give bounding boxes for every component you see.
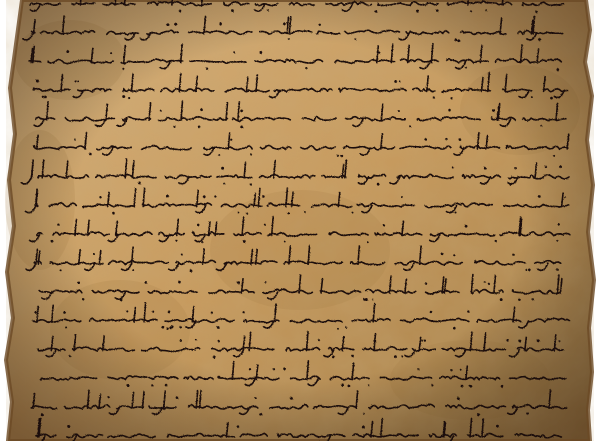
ink-dot — [421, 340, 423, 342]
ink-dot — [237, 425, 240, 428]
ink-dot — [175, 240, 177, 242]
ink-dot — [273, 368, 275, 370]
ink-dot — [488, 283, 490, 285]
ink-dot — [66, 50, 69, 53]
ink-dot — [394, 355, 397, 358]
ink-dot — [465, 225, 468, 228]
ink-dot — [77, 80, 79, 82]
ink-dot — [525, 269, 527, 271]
ink-dot — [545, 166, 547, 168]
ink-dot — [190, 269, 193, 272]
ink-dot — [564, 196, 566, 198]
ink-dot — [93, 253, 95, 255]
ink-dot — [363, 413, 365, 415]
ink-dot — [550, 97, 553, 100]
ink-dot — [112, 212, 115, 215]
ink-dot — [433, 96, 435, 98]
ink-dot — [430, 311, 432, 313]
ink-dot — [383, 224, 385, 226]
ink-dot — [120, 299, 123, 302]
ink-dot — [198, 126, 201, 129]
ink-dot — [465, 67, 467, 69]
ink-dot — [526, 412, 529, 415]
ink-dot — [431, 384, 433, 386]
ink-dot — [401, 356, 403, 358]
ink-dot — [556, 268, 558, 270]
ink-dot — [264, 224, 266, 226]
ink-dot — [240, 109, 243, 112]
ink-dot — [398, 110, 400, 112]
ink-dot — [201, 241, 203, 243]
ink-dot — [538, 38, 541, 41]
ink-dot — [417, 368, 419, 370]
ink-dot — [470, 10, 472, 12]
ink-dot — [265, 281, 267, 283]
ink-dot — [57, 224, 59, 226]
ink-dot — [518, 340, 521, 343]
ink-dot — [122, 68, 124, 70]
ink-dot — [351, 355, 354, 358]
ink-dot — [559, 166, 562, 169]
ink-dot — [425, 282, 427, 284]
ink-dot — [128, 97, 130, 99]
ink-dot — [424, 340, 426, 342]
ink-dot — [218, 340, 220, 342]
ink-dot — [171, 325, 174, 328]
ink-dot — [375, 10, 378, 13]
ink-dot — [450, 369, 452, 371]
ink-dot — [461, 385, 464, 388]
paper-vignette — [6, 0, 594, 441]
ink-dot — [200, 108, 203, 111]
ink-dot — [416, 10, 419, 13]
ink-dot — [332, 356, 335, 359]
ink-dot — [110, 52, 112, 54]
ink-dot — [197, 224, 200, 227]
ink-dot — [97, 125, 99, 127]
ink-dot — [441, 253, 444, 256]
ink-dot — [500, 298, 503, 301]
ink-dot — [218, 154, 220, 156]
ink-dot — [122, 95, 125, 98]
ink-dot — [213, 356, 216, 359]
ink-dot — [469, 385, 471, 387]
ink-dot — [496, 425, 499, 428]
ink-dot — [151, 384, 153, 386]
ink-dot — [558, 223, 560, 225]
ink-dot — [179, 326, 181, 328]
ink-dot — [223, 183, 225, 185]
ink-dot — [75, 80, 77, 82]
ink-dot — [318, 339, 320, 341]
ink-dot — [341, 384, 344, 387]
ink-dot — [217, 326, 220, 329]
ink-dot — [288, 38, 290, 40]
ink-dot — [231, 9, 234, 12]
ink-dot — [240, 126, 243, 129]
ink-dot — [166, 195, 169, 198]
ink-dot — [166, 23, 169, 26]
ink-dot — [558, 340, 560, 342]
ink-dot — [249, 368, 251, 370]
ink-dot — [495, 240, 497, 242]
ink-dot — [162, 326, 165, 329]
ink-dot — [448, 109, 451, 112]
ink-dot — [63, 311, 66, 314]
ink-dot — [506, 339, 509, 342]
ink-dot — [250, 183, 252, 185]
ink-dot — [219, 23, 221, 25]
ink-dot — [445, 138, 447, 140]
ink-dot — [178, 281, 181, 284]
ink-dot — [492, 109, 495, 112]
ink-dot — [340, 155, 343, 158]
ink-dot — [436, 9, 439, 12]
ink-dot — [453, 254, 455, 256]
ink-dot — [267, 9, 269, 11]
ink-dot — [138, 181, 141, 184]
ink-dot — [362, 426, 365, 429]
ink-dot — [41, 413, 44, 416]
ink-dot — [454, 211, 456, 213]
ink-dot — [67, 425, 70, 428]
ink-dot — [69, 355, 71, 357]
ink-dot — [460, 369, 462, 371]
ink-dot — [537, 339, 540, 342]
ink-dot — [243, 240, 246, 243]
ink-dot — [368, 384, 370, 386]
ink-dot — [180, 340, 182, 342]
ink-dot — [450, 97, 452, 99]
ink-dot — [484, 167, 487, 170]
ink-dot — [509, 183, 512, 186]
ink-dot — [51, 240, 54, 243]
ink-dot — [557, 240, 559, 242]
ink-dot — [531, 96, 533, 98]
ink-dot — [501, 385, 504, 388]
ink-dot — [203, 195, 206, 198]
ink-dot — [206, 67, 208, 69]
ink-dot — [345, 326, 347, 328]
ink-dot — [283, 23, 286, 26]
ink-dot — [372, 299, 374, 301]
ink-dot — [44, 96, 47, 99]
ink-dot — [467, 310, 469, 312]
ink-dot — [373, 340, 376, 343]
ink-dot — [528, 269, 531, 272]
ink-dot — [290, 397, 293, 400]
ink-dot — [394, 80, 397, 83]
ink-dot — [512, 254, 514, 256]
ink-dot — [457, 397, 460, 400]
ink-dot — [237, 212, 239, 214]
ink-dot — [337, 155, 339, 157]
ink-dot — [485, 9, 487, 11]
ink-dot — [354, 38, 356, 40]
ink-dot — [367, 241, 369, 243]
ink-dot — [77, 281, 80, 284]
ink-dot — [42, 96, 44, 98]
ink-dot — [553, 155, 555, 157]
ink-dot — [319, 24, 321, 26]
ink-dot — [457, 39, 460, 42]
ink-dot — [304, 211, 306, 213]
ink-dot — [99, 196, 101, 198]
ink-dot — [259, 413, 262, 416]
ink-dot — [365, 298, 368, 301]
ink-dot — [108, 396, 110, 398]
ink-dot — [452, 166, 454, 168]
ink-dot — [262, 195, 265, 198]
ink-dot — [233, 51, 235, 53]
ink-dot — [540, 125, 542, 127]
ink-dot — [518, 298, 521, 301]
ink-dot — [126, 310, 128, 312]
ink-dot — [337, 328, 339, 330]
ink-dot — [286, 22, 288, 24]
ink-dot — [82, 298, 84, 300]
ink-dot — [160, 110, 162, 112]
ink-dot — [145, 281, 148, 284]
ink-dot — [242, 311, 244, 313]
ink-dot — [401, 196, 403, 198]
ink-dot — [283, 368, 286, 371]
ink-dot — [89, 153, 92, 156]
ink-dot — [453, 327, 456, 330]
ink-dot — [221, 167, 224, 170]
ink-dot — [36, 79, 39, 82]
ink-dot — [484, 281, 486, 283]
ink-dot — [305, 67, 307, 69]
ink-dot — [165, 384, 168, 387]
ink-dot — [179, 10, 182, 13]
ink-dot — [230, 139, 232, 141]
ink-dot — [259, 51, 262, 54]
ink-dot — [176, 396, 179, 399]
ink-dot — [377, 183, 380, 186]
ink-dot — [65, 326, 67, 328]
ink-dot — [34, 311, 37, 314]
ink-dot — [174, 23, 177, 26]
ink-dot — [459, 138, 462, 141]
ink-dot — [399, 80, 401, 82]
ink-dot — [132, 269, 134, 271]
ink-dot — [424, 138, 427, 141]
ink-dot — [60, 269, 62, 271]
ink-dot — [535, 11, 537, 13]
ink-dot — [250, 153, 252, 155]
ink-dot — [514, 167, 517, 170]
ink-dot — [246, 213, 248, 215]
ink-dot — [255, 397, 257, 399]
ink-dot — [477, 414, 480, 417]
ink-dot — [378, 52, 380, 54]
ink-dot — [284, 241, 286, 243]
ink-dot — [152, 311, 154, 313]
ink-dot — [195, 339, 197, 341]
ink-dot — [538, 195, 541, 198]
ink-dot — [127, 384, 130, 387]
ink-dot — [287, 212, 289, 214]
ink-dot — [352, 212, 354, 214]
ink-dot — [237, 281, 240, 284]
ink-dot — [556, 68, 559, 71]
ink-dot — [211, 312, 213, 314]
ink-dot — [74, 139, 76, 141]
ink-dot — [454, 39, 457, 42]
ink-dot — [532, 298, 534, 300]
ink-dot — [348, 385, 351, 388]
ink-dot — [168, 310, 171, 313]
ink-dot — [181, 254, 183, 256]
ink-dot — [166, 328, 168, 330]
ink-dot — [173, 125, 175, 127]
ink-dot — [409, 125, 411, 127]
ink-dot — [214, 195, 216, 197]
